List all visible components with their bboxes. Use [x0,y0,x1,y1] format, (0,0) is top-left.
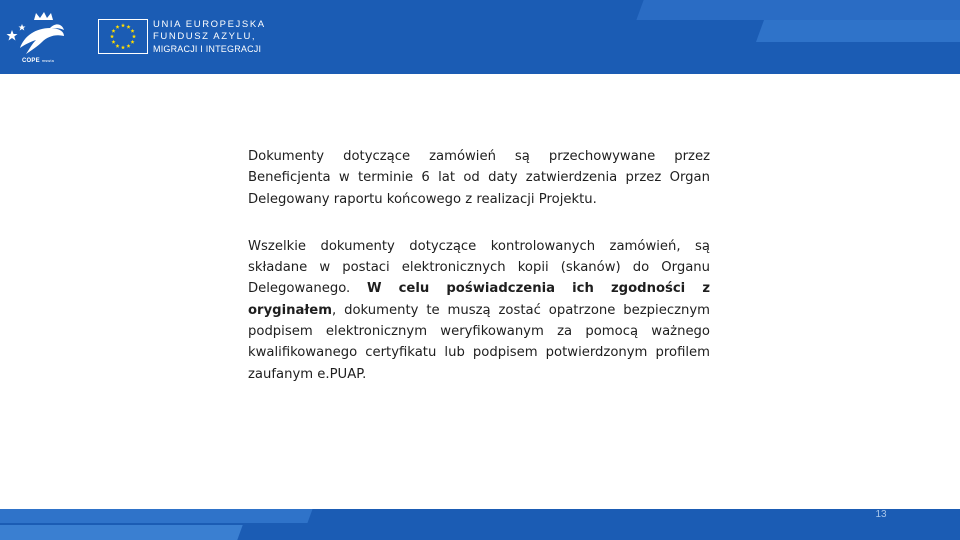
eu-star-icon [111,40,115,44]
eu-star-icon [121,45,125,49]
eu-line-2: FUNDUSZ AZYLU, [153,31,257,42]
eu-star-icon [115,44,119,48]
paragraph2-text: Wszelkie dokumenty dotyczące kontrolowanych zamówień, są składane w postaci elektronicznych kopii (skanów) do Organu Delegowanego. [248,238,710,297]
paragraph2-text-end: , dokumenty te muszą zostać opatrzone bezpiecznym podpisem elektronicznym weryfikowanym za pomocą ważnego kwalifikowanego certyfikatu lub podpisem potwierdzonym profilem zaufanym e.PUAP. [248,302,710,382]
eu-line-1: UNIA EUROPEJSKA [153,19,266,30]
eagle-crown-icon [6,6,72,58]
eu-flag [98,19,148,54]
footer-stripe [0,509,313,523]
cope-brand-suffix: mswia [41,58,55,63]
eu-fund-label [153,19,266,55]
eu-star-icon [115,25,119,29]
eu-star-icon [132,34,136,38]
paragraph2-emphasis: W celu poświadczenia ich zgodności z oryginałem [248,281,710,318]
cope-logo [6,6,72,68]
page-number: 13 [875,509,887,520]
paragraph-retention: Dokumenty dotyczące zamówień są przechowywane przez Beneficjenta w terminie 6 lat od daty zatwierdzenia przez Organ Delegowany raportu końcowego z realizacji Projektu. [248,149,710,207]
footer-bar [0,509,960,540]
header-stripe [636,0,960,20]
eu-star-icon [126,44,130,48]
eu-star-icon [130,29,134,33]
cope-brand-name: COPE [22,58,40,64]
header-bar [0,0,960,74]
header-stripe [756,20,960,42]
eu-star-icon [121,23,125,27]
eu-star-icon [130,40,134,44]
eu-stars-icon [99,20,147,53]
footer-stripe [0,525,243,540]
eu-star-icon [126,25,130,29]
cope-brand-text [22,58,54,64]
slide-body [248,146,710,385]
eu-star-icon [111,29,115,33]
paragraph-electronic-copies [248,236,710,385]
eu-line-3: MIGRACJI I INTEGRACJI [153,44,262,54]
eu-star-icon [110,34,114,38]
